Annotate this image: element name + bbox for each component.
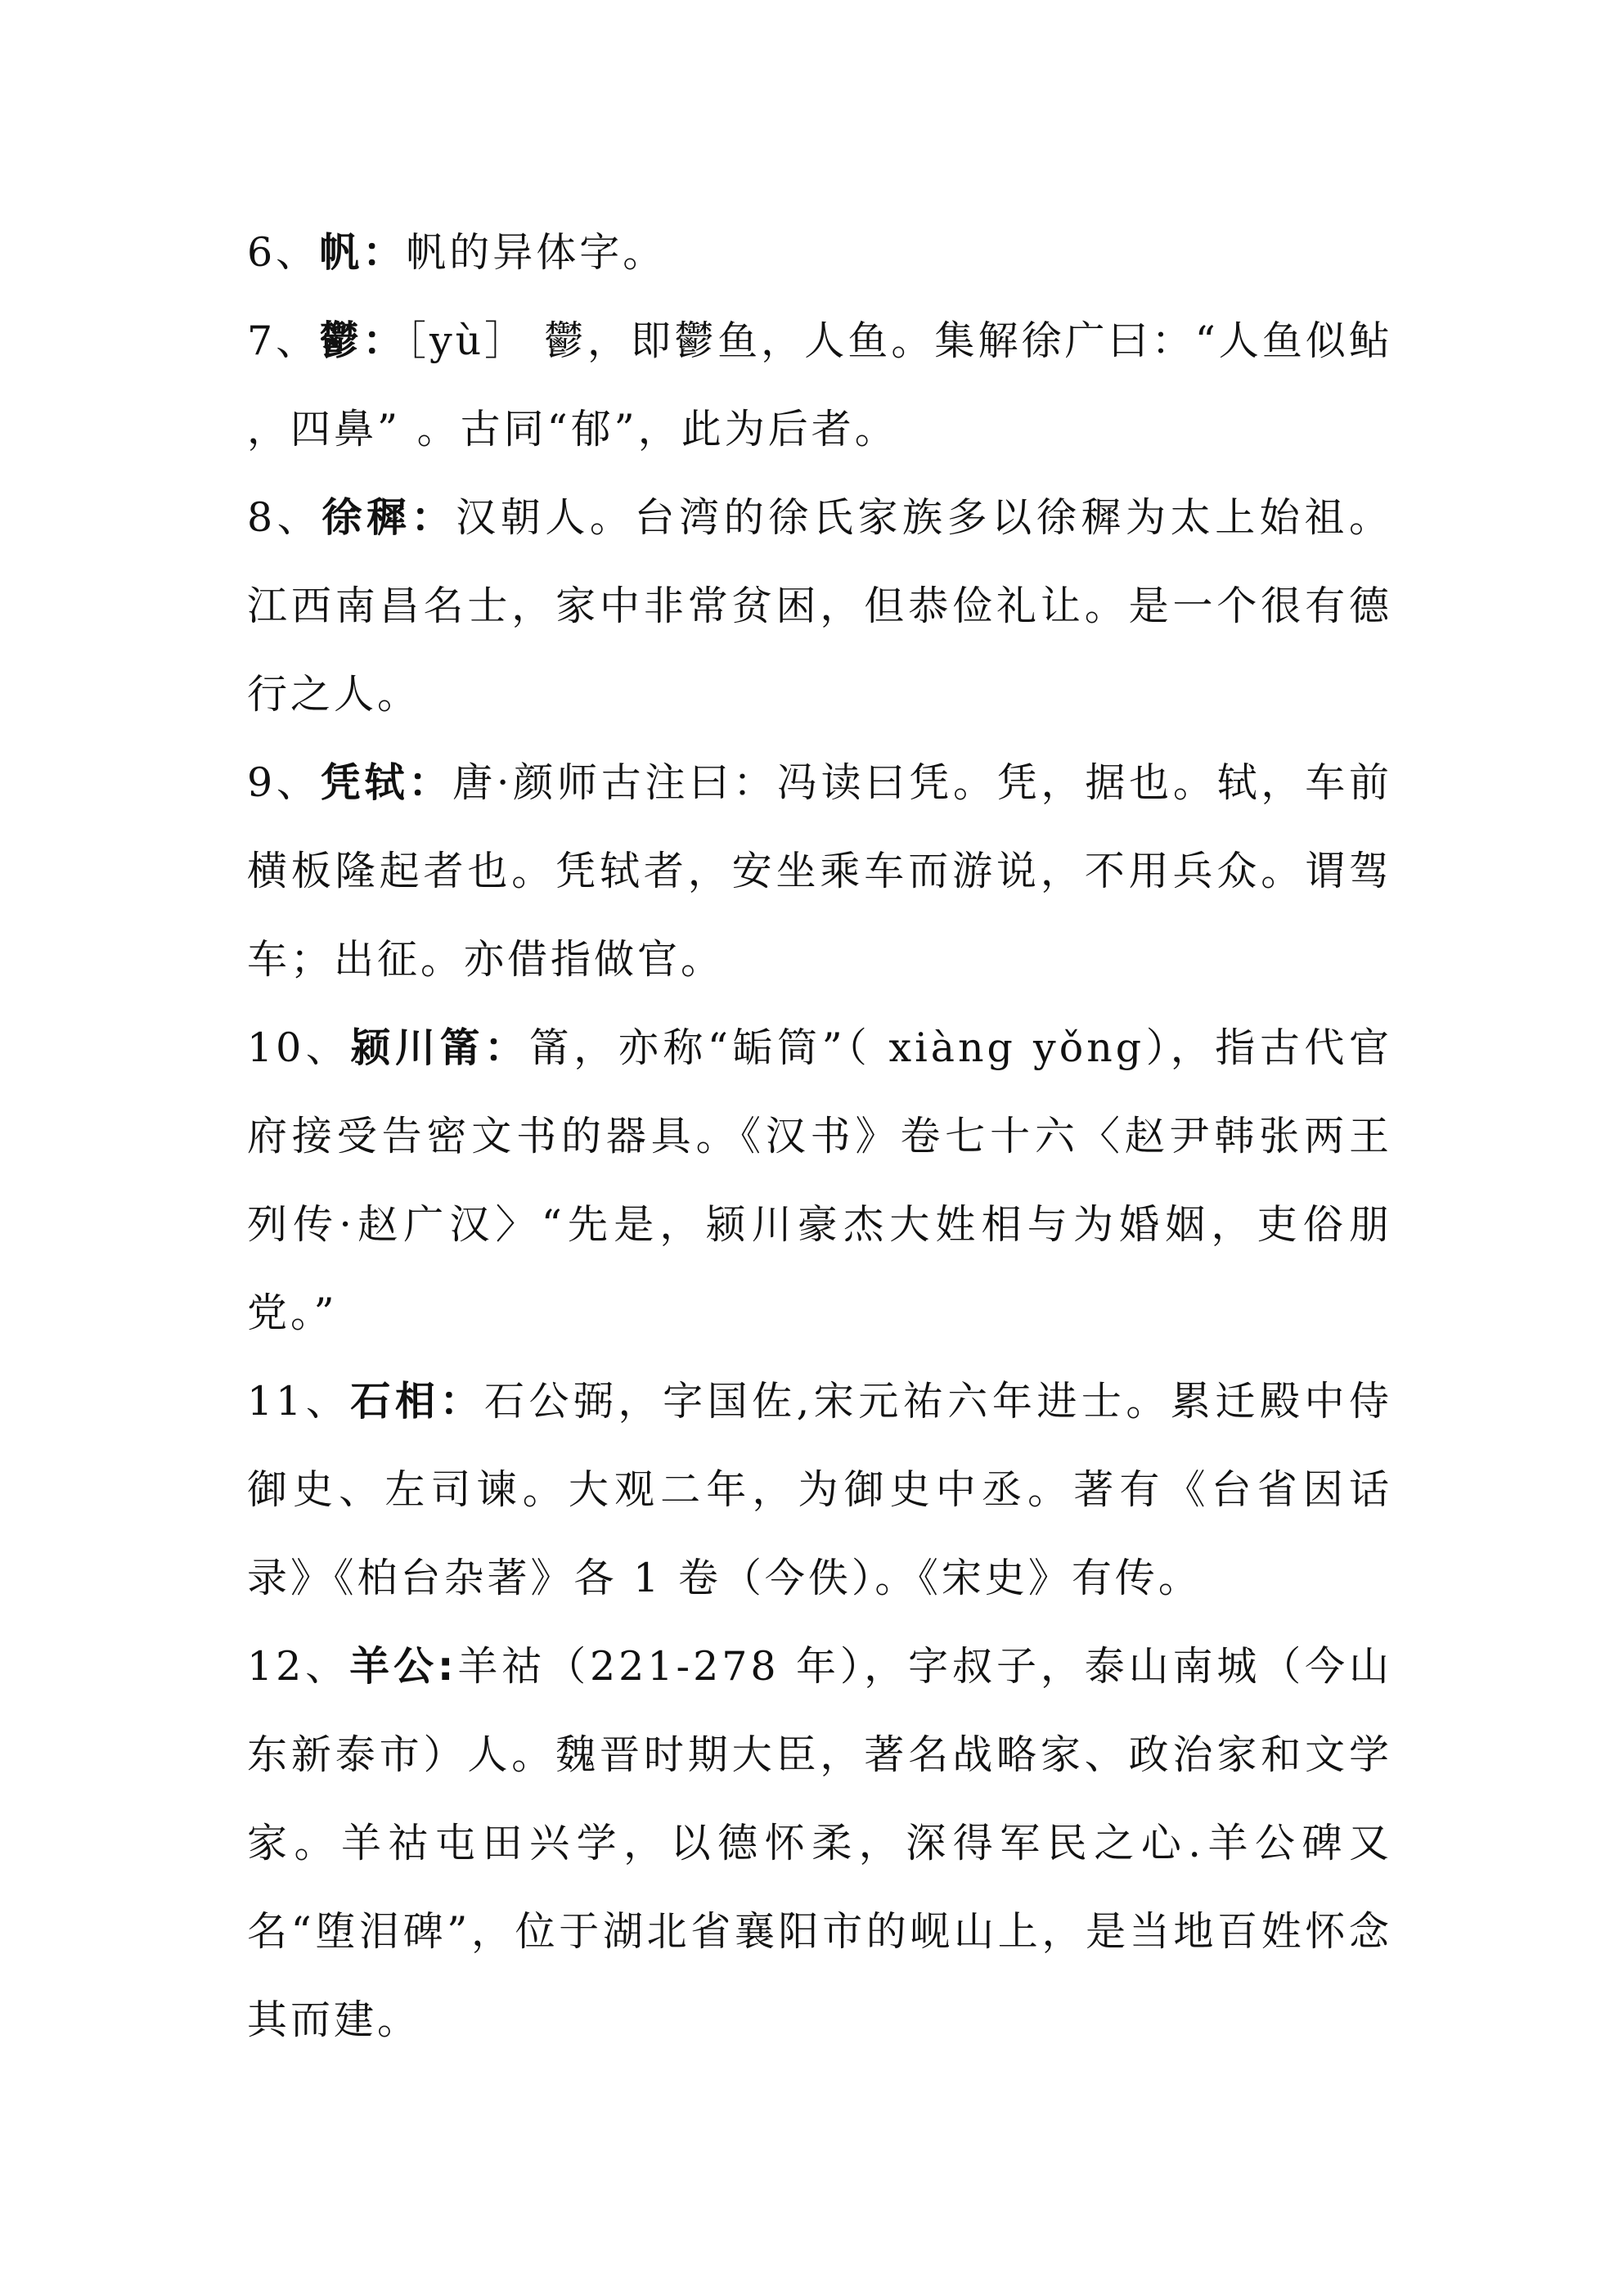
notes-page (247, 209, 1392, 2064)
note-text: 石公弼，字国佐,宋元祐六年进士。累迁殿中侍御史、左司谏。大观二年，为御史中丞。著有《台省因话录》《柏台杂著》各 1 卷（今佚）。《宋史》有传。 (247, 1378, 1392, 1601)
note-12 (247, 1623, 1392, 2064)
note-number: 10、 (247, 1024, 351, 1071)
note-text: 唐·颜师古注曰：冯读曰凭。凭，据也。轼，车前横板隆起者也。凭轼者，安坐乘车而游说，不用兵众。谓驾车；出征。亦借指做官。 (247, 759, 1392, 983)
note-term: 凭轼： (320, 759, 453, 806)
note-number: 11、 (247, 1378, 351, 1425)
note-10 (247, 1004, 1392, 1357)
note-number: 7、 (247, 317, 320, 364)
note-term: 鬱： (319, 317, 407, 364)
note-number: 8、 (247, 494, 322, 541)
note-text: 羊祜（221-278 年），字叔子，泰山南城（今山东新泰市）人。魏晋时期大臣，著名战略家、政治家和文学家。羊祜屯田兴学，以德怀柔，深得军民之心.羊公碑又名“堕泪碑”，位于湖北省襄阳市的岘山上，是当地百姓怀念其而建。 (247, 1643, 1392, 2043)
note-number: 12、 (247, 1643, 350, 1690)
note-term: 颍川筩： (350, 1024, 529, 1071)
note-term: 徐穉： (321, 494, 456, 541)
note-8 (247, 474, 1392, 739)
note-text: 汉朝人。台湾的徐氏家族多以徐穉为太上始祖。江西南昌名士，家中非常贫困，但恭俭礼让。是一个很有德行之人。 (247, 494, 1392, 718)
note-text: ［yù］ 鬱，即鬱鱼，人鱼。集解徐广曰：“人鱼似鲇 ，四鼻” 。古同“郁”，此为后者。 (247, 317, 1392, 452)
note-9 (247, 739, 1392, 1004)
note-text: 筩，亦称“缿筒”（ xiàng yǒng），指古代官府接受告密文书的器具。《汉书》卷七十六〈赵尹韩张两王列传·赵广汉〉“先是，颍川豪杰大姓相与为婚姻，吏俗朋党。” (247, 1024, 1392, 1336)
note-11 (247, 1357, 1392, 1623)
note-7 (247, 297, 1392, 474)
note-term: 石相： (350, 1378, 484, 1425)
note-6 (247, 209, 1392, 297)
note-term: 羊公: (349, 1643, 457, 1690)
note-number: 9、 (247, 759, 321, 806)
note-term: 帆： (319, 229, 407, 276)
note-number: 6、 (247, 229, 320, 276)
note-text: 帆的异体字。 (406, 229, 667, 276)
